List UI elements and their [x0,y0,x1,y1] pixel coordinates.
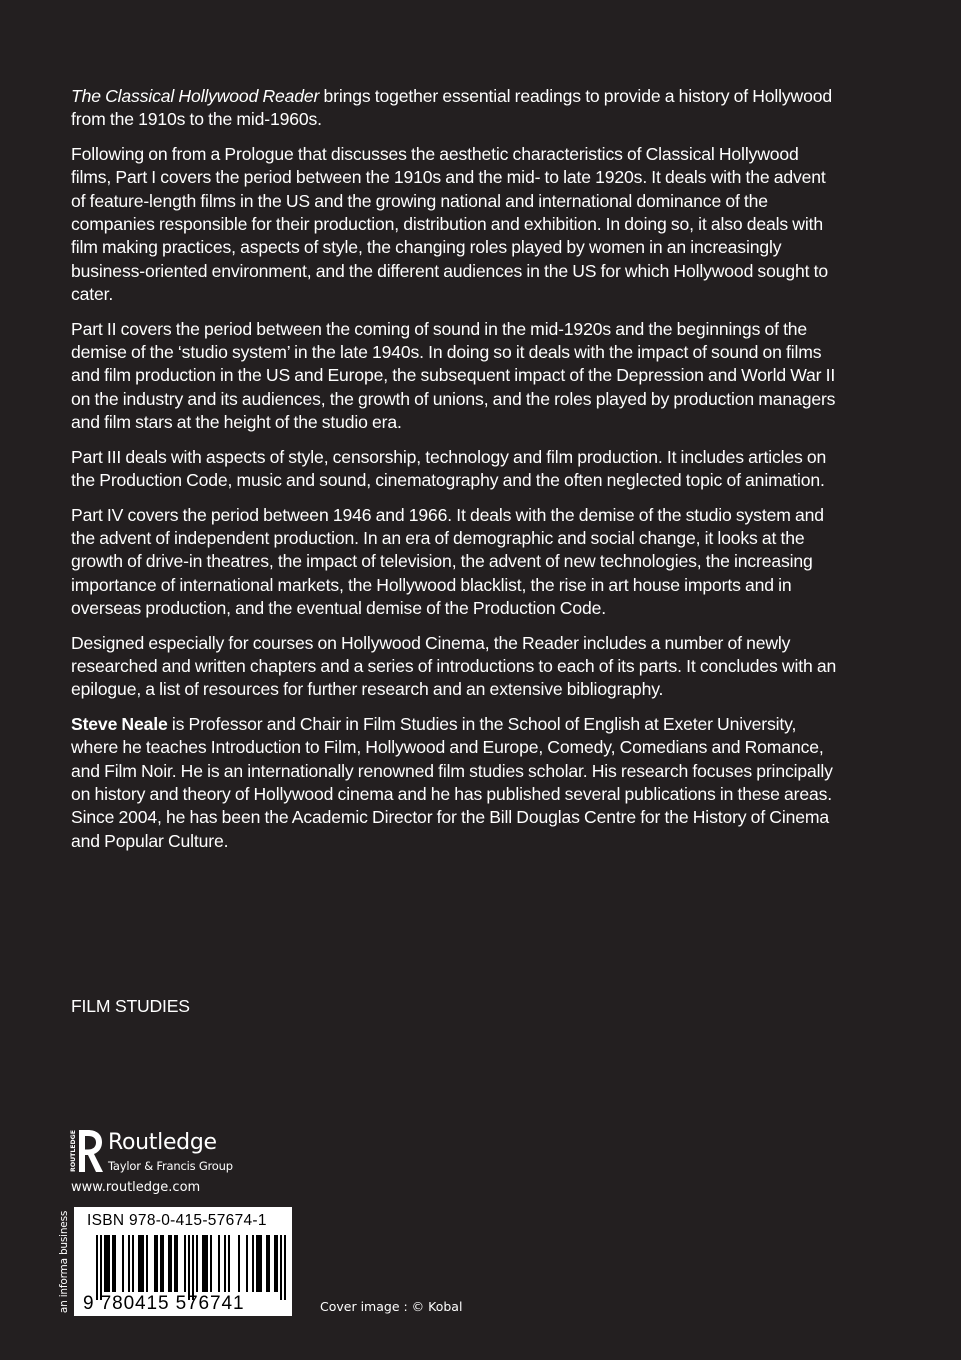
barcode-bar [238,1235,240,1292]
barcode-digits: 9 780415 576741 [83,1293,245,1314]
barcode-bar [256,1235,258,1292]
barcode-bar [160,1235,162,1292]
barcode-bar [114,1235,116,1292]
vertical-routledge-mark: ROUTLEDGE [70,1130,78,1172]
back-cover-blurb [71,85,837,864]
barcode-bar [204,1235,206,1292]
barcode-bar [168,1235,170,1292]
barcode-bar [252,1235,254,1292]
barcode-bar [202,1235,204,1292]
barcode-bar [228,1235,230,1292]
intro-text: brings together essential readings to provide a history of Hollywood from the 1910s to the mid-1960s. [71,86,833,130]
publisher-tagline: Taylor & Francis Group [108,1159,233,1173]
barcode-bar [162,1235,164,1292]
cover-image-credit: Cover image : © Kobal [320,1299,463,1314]
barcode-bar [218,1235,220,1292]
isbn-label: ISBN 978-0-415-57674-1 [87,1212,267,1229]
barcode-bar [176,1235,178,1292]
barcode-bar [142,1235,144,1292]
author-bio-paragraph [71,713,837,853]
book-title: The Classical Hollywood Reader [71,86,320,106]
barcode-bar [112,1235,114,1292]
barcode-bar [280,1235,282,1300]
author-name: Steve Neale [71,713,168,734]
barcode-bar [140,1235,142,1292]
designed-paragraph: Designed especially for courses on Hollywood Cinema, the Reader includes a number of newly researched and written chapters and a series of introductions to each of its parts. It concludes with an epilogue, a list of resources for further research and an extensive bibliography. [71,632,837,700]
intro-paragraph [71,85,837,132]
barcode-bar [128,1235,130,1292]
publisher-website: www.routledge.com [71,1180,201,1195]
barcode-bar [122,1235,124,1292]
barcode-bar [192,1235,194,1300]
isbn-barcode [74,1207,292,1316]
informa-vertical-label [56,1210,72,1314]
barcode-bar [274,1235,276,1292]
barcode-bar [188,1235,190,1300]
barcode-bar [104,1235,106,1292]
subject-category: FILM STUDIES [71,996,190,1016]
barcode-bar [284,1235,286,1300]
publisher-name: Routledge [108,1130,217,1155]
author-bio-text: is Professor and Chair in Film Studies in the School of English at Exeter University, where he teaches Introduction to Film, Hollywood and Europe, Comedy, Comedians and Romance, and Film Noir. He is an internationally renowned film studies scholar. His research focuses principally on history and theory of Hollywood cinema and he has published several publications in these areas. Since 2004, he has been the Academic Director for the Bill Douglas Centre for the History of Cinema and Popular Culture. [71,713,833,851]
prologue-part1-paragraph: Following on from a Prologue that discusses the aesthetic characteristics of Classical Hollywood films, Part I covers the period between the 1910s and the mid- to late 1920s. It deals with the advent of feature-length films in the US and the growing national and international dominance of the companies responsible for their production, distribution and exhibition. In doing so, it also deals with film making practices, aspects of style, the changing roles played by women in an increasingly business-oriented environment, and the different audiences in the US for which Hollywood sought to cater. [71,143,828,305]
part4-paragraph: Part IV covers the period between 1946 and 1966. It deals with the demise of the studio system and the advent of independent production. In an era of demographic and social change, it looks at the growth of drive-in theatres, the impact of television, the advent of new technologies, the increasing importance of international markets, the Hollywood blacklist, the rise in art house imports and in overseas production, and the eventual demise of the Production Code. [71,504,824,619]
barcode-bar [156,1235,158,1292]
barcode-bar [146,1235,148,1292]
informa-text: an informa business [58,1210,70,1314]
barcode-bar [138,1235,140,1292]
part2-paragraph: Part II covers the period between the coming of sound in the mid-1920s and the beginnings of the demise of the ‘studio system’ in the late 1940s. In doing so it deals with the impact of sound on films and film production in the US and Europe, the subsequent impact of the Depression and World War II on the industry and its audiences, the growth of unions, and the roles played by production managers and film stars at the height of the studio era. [71,318,836,433]
barcode-bar [276,1235,278,1292]
barcode-bar [108,1235,110,1292]
routledge-r-icon [69,1128,105,1174]
barcode-bar [196,1235,198,1292]
barcode-bar [154,1235,156,1292]
barcode-bar [268,1235,270,1292]
part3-paragraph: Part III deals with aspects of style, censorship, technology and film production. It includes articles on the Production Code, music and sound, cinematography and the often neglected topic of animation. [71,446,827,491]
barcode-bar [100,1235,102,1300]
publisher-logo [69,1128,249,1176]
barcode-bar [206,1235,208,1292]
barcode-bar [260,1235,262,1292]
barcode-bar [106,1235,108,1292]
barcode-bar [266,1235,268,1292]
barcode-bar [210,1235,212,1292]
barcode-bar [258,1235,260,1292]
barcode-bar [174,1235,176,1292]
barcode-bar [246,1235,248,1292]
barcode-bar [132,1235,134,1292]
barcode-bar [224,1235,226,1292]
barcode-bar [184,1235,186,1292]
barcode-bar [170,1235,172,1292]
barcode-bar [96,1235,98,1300]
